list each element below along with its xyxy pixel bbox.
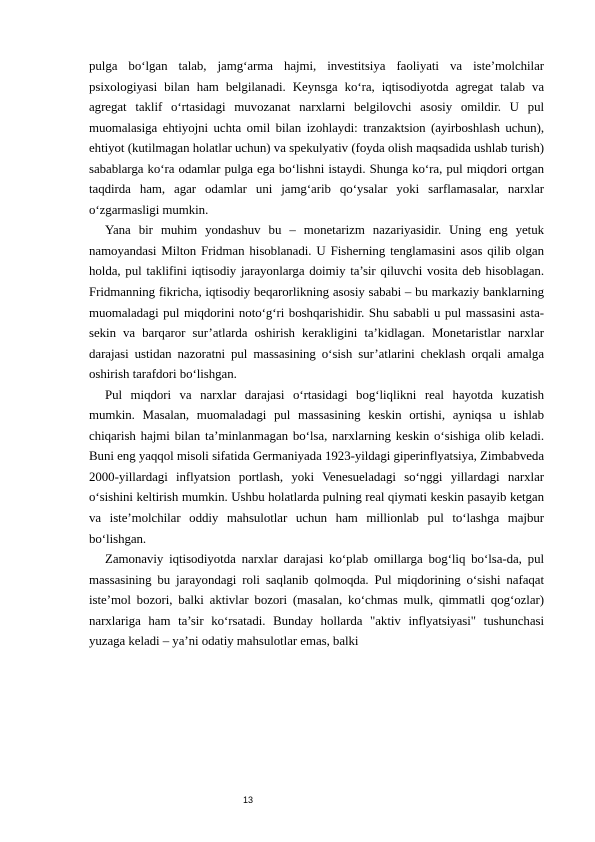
paragraph-3: Pul miqdori va narxlar darajasi o‘rtasidagi bog‘liqlikni real hayotda kuzatish mumkin. Masalan, muomaladagi pul massasining keskin ortishi, ayniqsa u ishlab chiqarish hajmi bilan ta’minlanmagan bo‘lsa, narxlarning keskin o‘sishiga olib keladi. Buni eng yaqqol misoli sifatida Germaniyada 1923-yildagi giperinflyatsiya, Zimbabveda 2000-yillardagi inflyatsion portlash, yoki Venesueladagi so‘nggi yillardagi narxlar o‘sishini keltirish mumkin. Ushbu holatlarda pulning real qiymati keskin pasayib ketgan va iste’molchilar oddiy mahsulotlar uchun ham millionlab pul to‘lashga majbur bo‘lishgan. [89, 387, 544, 546]
paragraph-2: Yana bir muhim yondashuv bu – monetarizm nazariyasidir. Uning eng yetuk namoyandasi Milton Fridman hisoblanadi. U Fisherning tenglamasini asos qilib olgan holda, pul taklifini iqtisodiy jarayonlarga doimiy ta’sir qiluvchi vosita deb hisoblagan. Fridmanning fikricha, iqtisodiy beqarorlikning asosiy sababi – bu markaziy banklarning muomaladagi pul miqdorini noto‘g‘ri boshqarishidir. Shu sababli u pul massasini asta-sekin va barqaror sur’atlarda oshirish kerakligini ta’kidlagan. Monetaristlar narxlar darajasi ustidan nazoratni pul massasining o‘sish sur’atlarini cheklash orqali amalga oshirish tarafdori bo‘lishgan. [89, 223, 544, 382]
paragraph-4: Zamonaviy iqtisodiyotda narxlar darajasi ko‘plab omillarga bog‘liq bo‘lsa-da, pul massasining bu jarayondagi roli saqlanib qolmoqda. Pul miqdorining o‘sishi nafaqat iste’mol bozori, balki aktivlar bozori (masalan, ko‘chmas mulk, qimmatli qog‘ozlar) narxlariga ham ta’sir ko‘rsatadi. Bunday hollarda "aktiv inflyatsiyasi" tushunchasi yuzaga keladi – ya’ni odatiy mahsulotlar emas, balki [89, 552, 544, 649]
paragraph-1: pulga bo‘lgan talab, jamg‘arma hajmi, investitsiya faoliyati va iste’molchilar psixologiyasi bilan ham belgilanadi. Keynsga ko‘ra, iqtisodiyotda agregat talab va agregat taklif o‘rtasidagi muvozanat narxlarni belgilovchi asosiy omildir. U pul muomalasiga ehtiyojni uchta omil bilan izohlaydi: tranzaktsion (ayirboshlash uchun), ehtiyot (kutilmagan holatlar uchun) va spekulyativ (foyda olish maqsadida ushlab turish) sabablarga ko‘ra odamlar pulga ega bo‘lishni istaydi. Shunga ko‘ra, pul miqdori ortgan taqdirda ham, agar odamlar uni jamg‘arib qo‘ysalar yoki sarflamasalar, narxlar o‘zgarmasligi mumkin. [89, 59, 544, 217]
page-number: 13 [243, 795, 254, 805]
document-page [89, 56, 544, 652]
